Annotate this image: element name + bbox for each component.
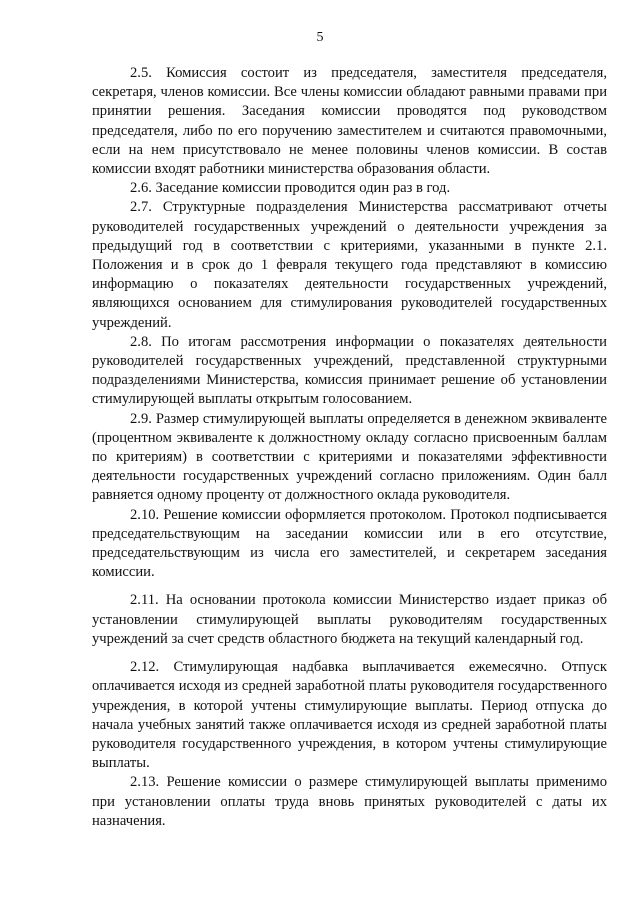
- paragraph-2-8: 2.8. По итогам рассмотрения информации о показателях деятельности руководителей государственных учреждений, представленной структурными подразделениями Министерства, комиссия принимает решение об установлении стимулирующей выплаты открытым голосованием.: [92, 333, 607, 408]
- document-body: [92, 64, 607, 831]
- paragraph-2-11: 2.11. На основании протокола комиссии Министерство издает приказ об установлении стимулирующей выплаты руководителям государственных учреждений за счет средств областного бюджета на текущий календарный год.: [92, 592, 607, 647]
- page-number: 5: [316, 30, 324, 45]
- paragraph-2-9: 2.9. Размер стимулирующей выплаты определяется в денежном эквиваленте (процентном эквиваленте к должностному окладу согласно присвоенным баллам по критериям) в соответствии с критериями и показателями эффективности деятельности государственных учреждений согласно приложениям. Один балл равняется одному проценту от должностного оклада руководителя.: [92, 410, 607, 504]
- paragraph-2-7: 2.7. Структурные подразделения Министерства рассматривают отчеты руководителей государственных учреждений о деятельности учреждения за предыдущий год в соответствии с критериями, указанными в пункте 2.1. Положения и в срок до 1 февраля текущего года представляют в комиссию информацию о показателях деятельности государственных учреждений, являющихся основанием для стимулирования руководителей государственных учреждений.: [92, 199, 607, 331]
- paragraph-2-12: 2.12. Стимулирующая надбавка выплачивается ежемесячно. Отпуск оплачивается исходя из средней заработной платы руководителя государственного учреждения, в которой учтены стимулирующие выплаты. Период отпуска до начала учебных занятий также оплачивается исходя из средней заработной платы руководителя государственного учреждения, в котором учтены стимулирующие выплаты.: [92, 659, 607, 772]
- paragraph-2-13: 2.13. Решение комиссии о размере стимулирующей выплаты применимо при установлении оплаты труда вновь принятых руководителей с даты их назначения.: [92, 774, 607, 829]
- paragraph-2-6: 2.6. Заседание комиссии проводится один раз в год.: [130, 180, 451, 197]
- paragraph-2-10: 2.10. Решение комиссии оформляется протоколом. Протокол подписывается председательствующим на заседании комиссии или в его отсутствие, председательствующим из числа его заместителей, и секретарем заседания комиссии.: [92, 506, 607, 581]
- paragraph-2-5: 2.5. Комиссия состоит из председателя, заместителя председателя, секретаря, членов комиссии. Все члены комиссии обладают равными правами при принятии решения. Заседания комиссии проводятся под руководством председателя, либо по его поручению заместителем и считаются правомочными, если на нем присутствовало не менее половины членов комиссии. В состав комиссии входят работники министерства образования области.: [92, 65, 607, 178]
